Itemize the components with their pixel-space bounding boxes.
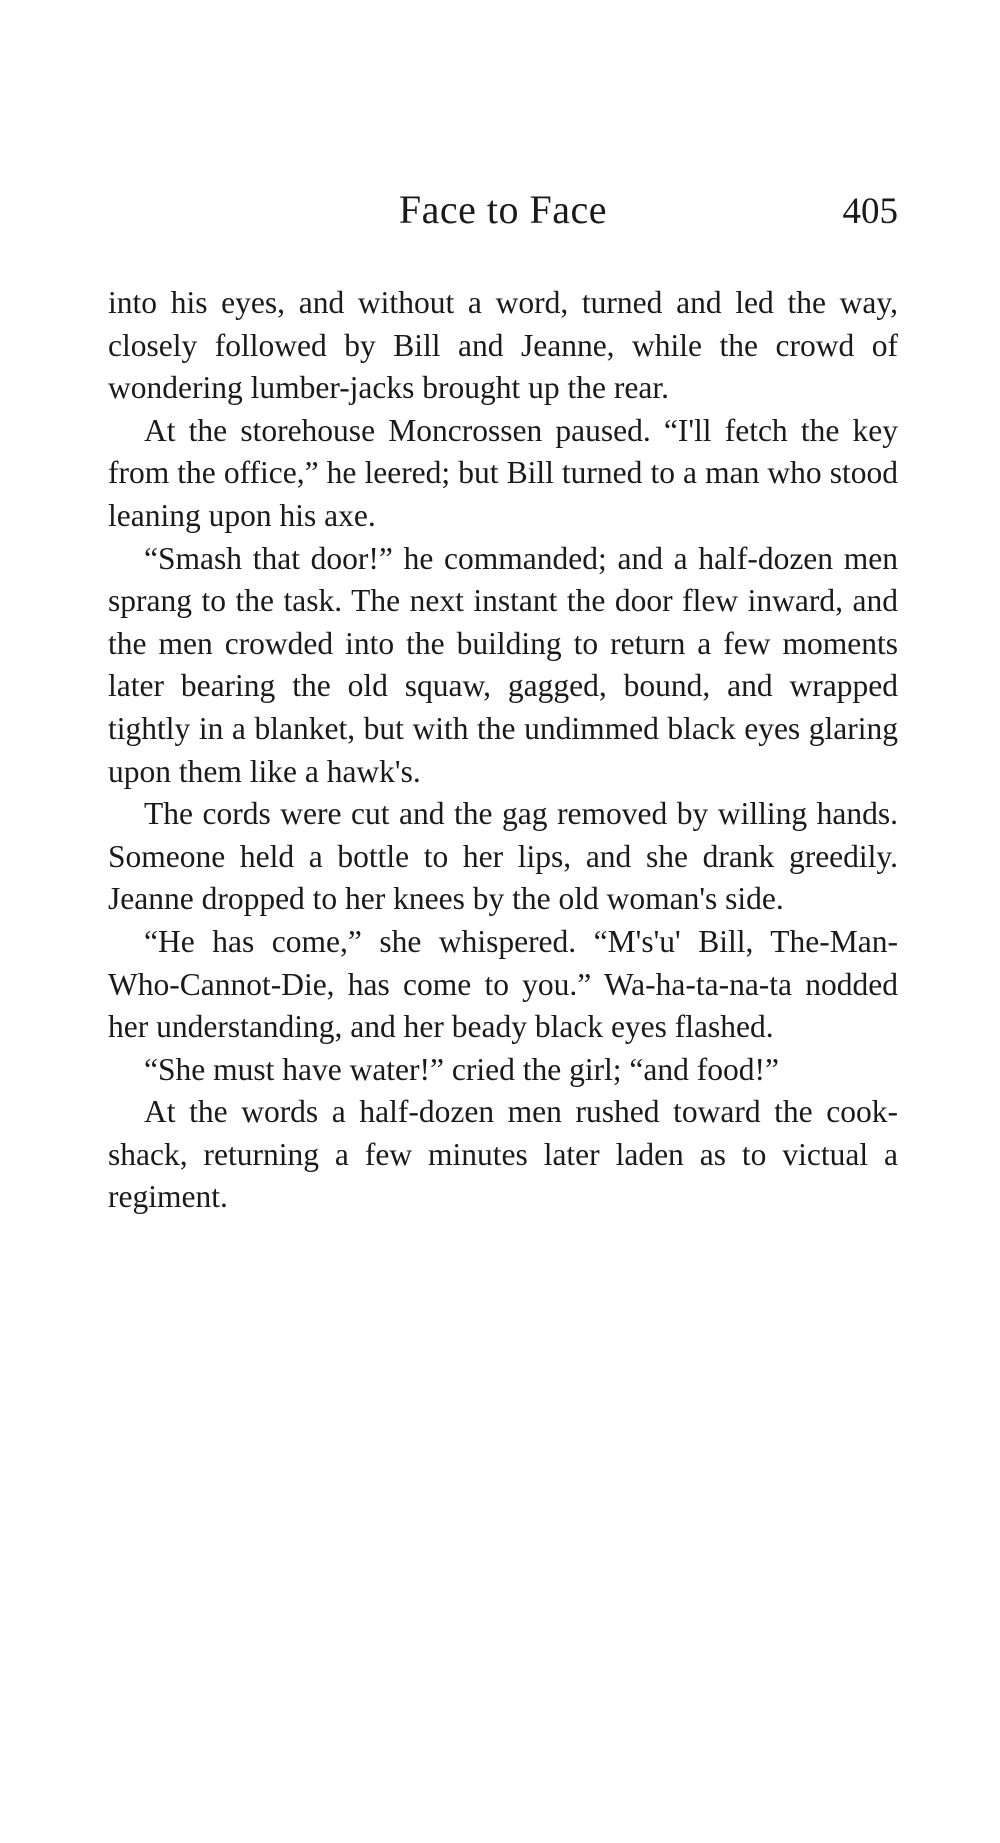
paragraph: “He has come,” she whispered. “M's'u' Bill, The-Man-Who-Cannot-Die, has come to you.” Wa-ha-ta-na-ta nodded her understanding, and her beady black eyes flashed. (108, 923, 898, 1045)
body-text (108, 282, 898, 1219)
paragraph: The cords were cut and the gag removed by willing hands. Someone held a bottle to her lips, and she drank greedily. Jeanne dropped to her knees by the old woman's side. (108, 796, 898, 917)
paragraph: At the words a half-dozen men rushed toward the cook-shack, returning a few minutes later laden as to victual a regiment. (108, 1094, 898, 1215)
paragraph: “She must have water!” cried the girl; “and food!” (144, 1051, 779, 1087)
paragraph: At the storehouse Moncrossen paused. “I'll fetch the key from the office,” he leered; but Bill turned to a man who stood leaning upon his axe. (108, 412, 898, 533)
running-head (108, 186, 898, 246)
page-number: 405 (842, 191, 898, 232)
chapter-title: Face to Face (398, 187, 608, 232)
paragraph: into his eyes, and without a word, turned and led the way, closely followed by Bill and Jeanne, while the crowd of wondering lumber-jacks brought up the rear. (108, 285, 898, 406)
paragraph: “Smash that door!” he commanded; and a half-dozen men sprang to the task. The next instant the door flew inward, and the men crowded into the building to return a few moments later bearing the old squaw, gagged, bound, and wrapped tightly in a blanket, but with the undimmed black eyes glaring upon them like a hawk's. (108, 540, 898, 789)
